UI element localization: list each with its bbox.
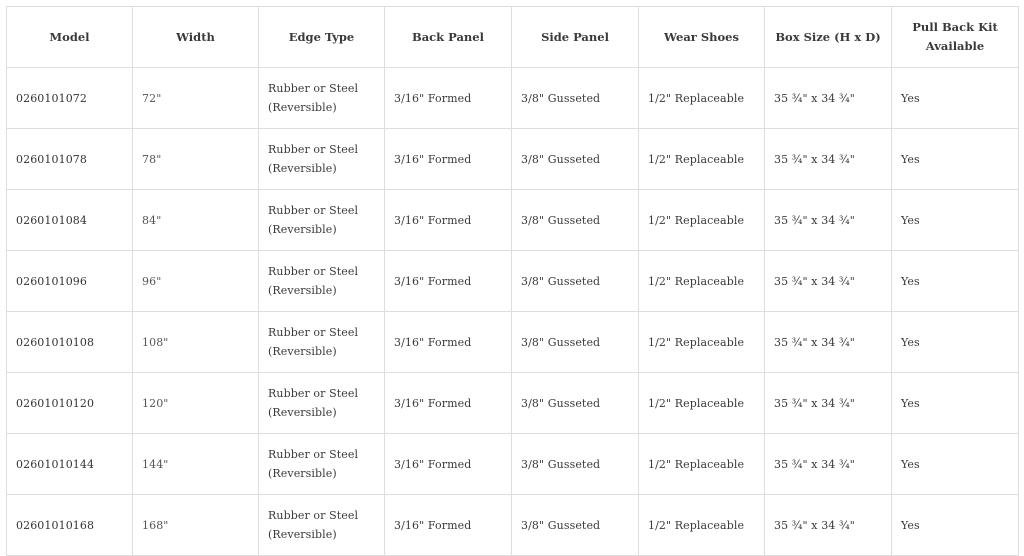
cell-box-size: 35 ¾" x 34 ¾" [765,373,892,434]
cell-wear-shoes: 1/2" Replaceable [639,495,765,556]
table-row [7,373,1019,434]
cell-edge-type: Rubber or Steel (Reversible) [259,68,385,129]
cell-width: 72" [133,68,259,129]
cell-edge-type: Rubber or Steel (Reversible) [259,129,385,190]
cell-edge-type: Rubber or Steel (Reversible) [259,495,385,556]
table-row [7,312,1019,373]
cell-wear-shoes: 1/2" Replaceable [639,434,765,495]
cell-model: 02601010120 [7,373,133,434]
cell-back-panel: 3/16" Formed [385,373,512,434]
cell-pull-back-kit: Yes [892,129,1019,190]
cell-side-panel: 3/8" Gusseted [512,129,639,190]
cell-pull-back-kit: Yes [892,68,1019,129]
cell-side-panel: 3/8" Gusseted [512,434,639,495]
cell-wear-shoes: 1/2" Replaceable [639,190,765,251]
cell-side-panel: 3/8" Gusseted [512,68,639,129]
cell-back-panel: 3/16" Formed [385,495,512,556]
table-row [7,495,1019,556]
cell-box-size: 35 ¾" x 34 ¾" [765,129,892,190]
cell-wear-shoes: 1/2" Replaceable [639,129,765,190]
cell-back-panel: 3/16" Formed [385,129,512,190]
cell-box-size: 35 ¾" x 34 ¾" [765,251,892,312]
cell-width: 84" [133,190,259,251]
cell-pull-back-kit: Yes [892,495,1019,556]
cell-pull-back-kit: Yes [892,373,1019,434]
table-header-row [7,7,1019,68]
cell-model: 0260101072 [7,68,133,129]
cell-side-panel: 3/8" Gusseted [512,251,639,312]
cell-box-size: 35 ¾" x 34 ¾" [765,190,892,251]
header-model: Model [7,7,133,68]
cell-back-panel: 3/16" Formed [385,434,512,495]
cell-side-panel: 3/8" Gusseted [512,373,639,434]
cell-width: 168" [133,495,259,556]
cell-back-panel: 3/16" Formed [385,68,512,129]
cell-width: 108" [133,312,259,373]
cell-width: 120" [133,373,259,434]
cell-wear-shoes: 1/2" Replaceable [639,373,765,434]
cell-side-panel: 3/8" Gusseted [512,190,639,251]
table-row [7,251,1019,312]
cell-edge-type: Rubber or Steel (Reversible) [259,251,385,312]
cell-edge-type: Rubber or Steel (Reversible) [259,190,385,251]
cell-model: 0260101096 [7,251,133,312]
cell-width: 144" [133,434,259,495]
cell-edge-type: Rubber or Steel (Reversible) [259,373,385,434]
header-wear-shoes: Wear Shoes [639,7,765,68]
cell-width: 96" [133,251,259,312]
cell-model: 0260101078 [7,129,133,190]
table-row [7,129,1019,190]
cell-back-panel: 3/16" Formed [385,312,512,373]
header-box-size: Box Size (H x D) [765,7,892,68]
cell-box-size: 35 ¾" x 34 ¾" [765,434,892,495]
cell-model: 02601010144 [7,434,133,495]
cell-box-size: 35 ¾" x 34 ¾" [765,312,892,373]
cell-side-panel: 3/8" Gusseted [512,312,639,373]
cell-side-panel: 3/8" Gusseted [512,495,639,556]
spec-table [6,6,1019,556]
cell-back-panel: 3/16" Formed [385,190,512,251]
cell-pull-back-kit: Yes [892,434,1019,495]
table-row [7,190,1019,251]
header-width: Width [133,7,259,68]
cell-box-size: 35 ¾" x 34 ¾" [765,68,892,129]
header-edge-type: Edge Type [259,7,385,68]
cell-edge-type: Rubber or Steel (Reversible) [259,434,385,495]
header-side-panel: Side Panel [512,7,639,68]
cell-pull-back-kit: Yes [892,312,1019,373]
cell-box-size: 35 ¾" x 34 ¾" [765,495,892,556]
cell-back-panel: 3/16" Formed [385,251,512,312]
cell-wear-shoes: 1/2" Replaceable [639,251,765,312]
cell-width: 78" [133,129,259,190]
cell-model: 02601010108 [7,312,133,373]
header-back-panel: Back Panel [385,7,512,68]
cell-wear-shoes: 1/2" Replaceable [639,312,765,373]
cell-pull-back-kit: Yes [892,251,1019,312]
header-pull-back-kit: Pull Back Kit Available [892,7,1019,68]
table-row [7,68,1019,129]
cell-wear-shoes: 1/2" Replaceable [639,68,765,129]
cell-pull-back-kit: Yes [892,190,1019,251]
cell-edge-type: Rubber or Steel (Reversible) [259,312,385,373]
cell-model: 02601010168 [7,495,133,556]
cell-model: 0260101084 [7,190,133,251]
table-row [7,434,1019,495]
